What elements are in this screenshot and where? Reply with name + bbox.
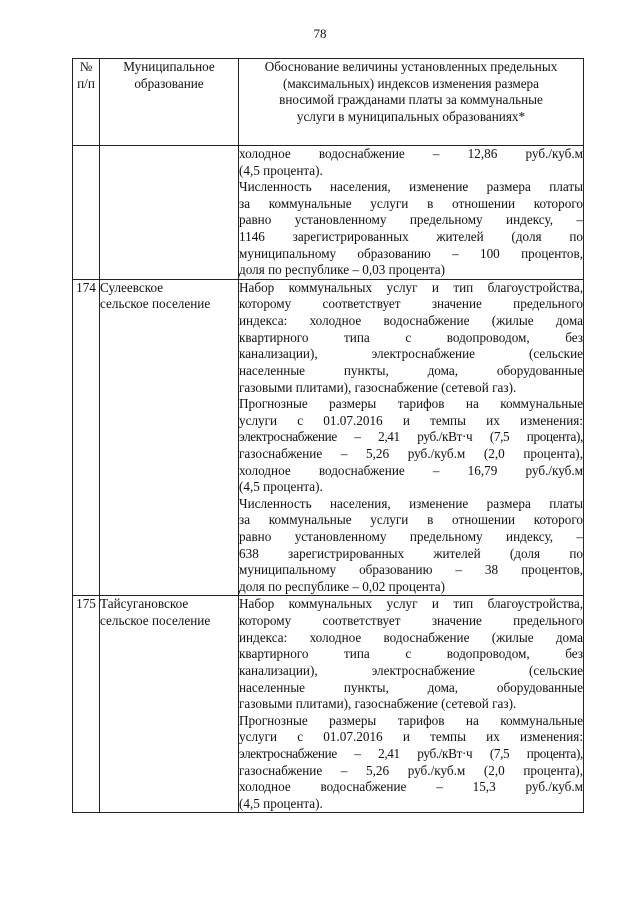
justification-line: 1146 зарегистрированных жителей (доля по xyxy=(239,229,583,245)
justification-paragraph xyxy=(239,496,583,596)
justification-cell xyxy=(239,146,584,280)
municipality-cell xyxy=(100,596,239,813)
justification-paragraph xyxy=(239,396,583,496)
justification-line: (4,5 процента). xyxy=(239,162,323,178)
justification-line: газовыми плитами), газоснабжение (сетевой газ). xyxy=(239,379,517,395)
header-municipality-line-2: образование xyxy=(134,75,204,91)
justification-line: электроснабжение – 2,41 руб./кВт·ч (7,5 процента), xyxy=(239,745,583,761)
table-row xyxy=(73,279,584,596)
justification-line: канализации), электроснабжение (сельские xyxy=(239,662,583,678)
justification-line: за коммунальные услуги в отношении которого xyxy=(239,195,583,211)
justification-line: квартирного типа с водопроводом, без xyxy=(239,646,583,662)
justification-line: газовыми плитами), газоснабжение (сетевой газ). xyxy=(239,696,517,712)
justification-line: населенные пункты, дома, оборудованные xyxy=(239,362,583,378)
justification-line: Прогнозные размеры тарифов на коммунальные xyxy=(239,396,583,412)
justification-paragraph xyxy=(239,713,583,813)
justification-line: (4,5 процента). xyxy=(239,795,323,811)
table-body xyxy=(73,146,584,813)
header-justification-line-3: вносимой гражданами платы за коммунальные xyxy=(279,92,543,107)
municipality-name-line: сельское поселение xyxy=(100,613,211,629)
justification-paragraph xyxy=(239,280,583,396)
justification-cell xyxy=(239,279,584,596)
justification-line: газоснабжение – 5,26 руб./куб.м (2,0 процента), xyxy=(239,445,583,461)
justification-line: населенные пункты, дома, оборудованные xyxy=(239,679,583,695)
justification-paragraph xyxy=(239,179,583,279)
header-municipality-line-1: Муниципальное xyxy=(123,59,215,74)
header-justification-line-4: услуги в муниципальных образованиях* xyxy=(296,108,526,124)
justification-line: Численность населения, изменение размера платы xyxy=(239,179,583,195)
justification-line: доля по республике – 0,02 процента) xyxy=(239,578,446,594)
justification-line: равно установленному предельному индексу, – xyxy=(239,529,583,545)
justification-line: Набор коммунальных услуг и тип благоустройства, xyxy=(239,279,583,295)
justification-line: индекса: холодное водоснабжение (жилые дома xyxy=(239,313,583,329)
header-num-line-1: № xyxy=(79,59,93,74)
header-municipality xyxy=(100,59,239,146)
justification-line: газоснабжение – 5,26 руб./куб.м (2,0 процента), xyxy=(239,762,583,778)
justification-line: за коммунальные услуги в отношении которого xyxy=(239,512,583,528)
header-justification-line-1: Обоснование величины установленных предельных xyxy=(264,59,558,74)
justification-line: (4,5 процента). xyxy=(239,479,323,495)
municipality-name-line: сельское поселение xyxy=(100,296,211,312)
justification-line: канализации), электроснабжение (сельские xyxy=(239,346,583,362)
justification-line: услуги с 01.07.2016 и темпы их изменения: xyxy=(239,729,583,745)
row-number: 174 xyxy=(73,279,100,596)
table-row xyxy=(73,146,584,280)
justification-line: квартирного типа с водопроводом, без xyxy=(239,329,583,345)
justification-line: которому соответствует значение предельного xyxy=(239,296,583,312)
justification-line: муниципальному образованию – 38 процентов, xyxy=(239,562,583,578)
justification-line: холодное водоснабжение – 15,3 руб./куб.м xyxy=(239,779,583,795)
justification-line: равно установленному предельному индексу, – xyxy=(239,212,583,228)
justification-line: электроснабжение – 2,41 руб./кВт·ч (7,5 процента), xyxy=(239,429,583,445)
justification-line: 638 зарегистрированных жителей (доля по xyxy=(239,545,583,561)
justification-line: Набор коммунальных услуг и тип благоустройства, xyxy=(239,596,583,612)
justification-paragraph xyxy=(239,146,583,179)
municipality-name-line: Сулеевское xyxy=(100,279,164,295)
table-row xyxy=(73,596,584,813)
justification-line: доля по республике – 0,03 процента) xyxy=(239,262,446,278)
justification-line: услуги с 01.07.2016 и темпы их изменения: xyxy=(239,412,583,428)
header-num-line-2: п/п xyxy=(77,75,95,91)
row-number xyxy=(73,146,100,280)
justification-line: муниципальному образованию – 100 процентов, xyxy=(239,245,583,261)
justification-line: которому соответствует значение предельного xyxy=(239,613,583,629)
justification-cell xyxy=(239,596,584,813)
header-justification-line-2: (максимальных) индексов изменения размера xyxy=(282,75,539,91)
row-number: 175 xyxy=(73,596,100,813)
justification-line: холодное водоснабжение – 16,79 руб./куб.м xyxy=(239,462,583,478)
municipality-name-line: Тайсугановское xyxy=(100,596,189,612)
municipality-cell xyxy=(100,146,239,280)
justification-line: Прогнозные размеры тарифов на коммунальные xyxy=(239,712,583,728)
municipality-cell xyxy=(100,279,239,596)
justification-paragraph xyxy=(239,596,583,712)
header-num xyxy=(73,59,100,146)
page-number: 78 xyxy=(313,26,327,41)
justification-line: индекса: холодное водоснабжение (жилые дома xyxy=(239,629,583,645)
justification-line: Численность населения, изменение размера платы xyxy=(239,495,583,511)
header-justification xyxy=(239,59,584,146)
tariff-justification-table xyxy=(72,58,584,813)
table-header-row xyxy=(73,59,584,146)
justification-line: холодное водоснабжение – 12,86 руб./куб.м xyxy=(239,146,583,161)
